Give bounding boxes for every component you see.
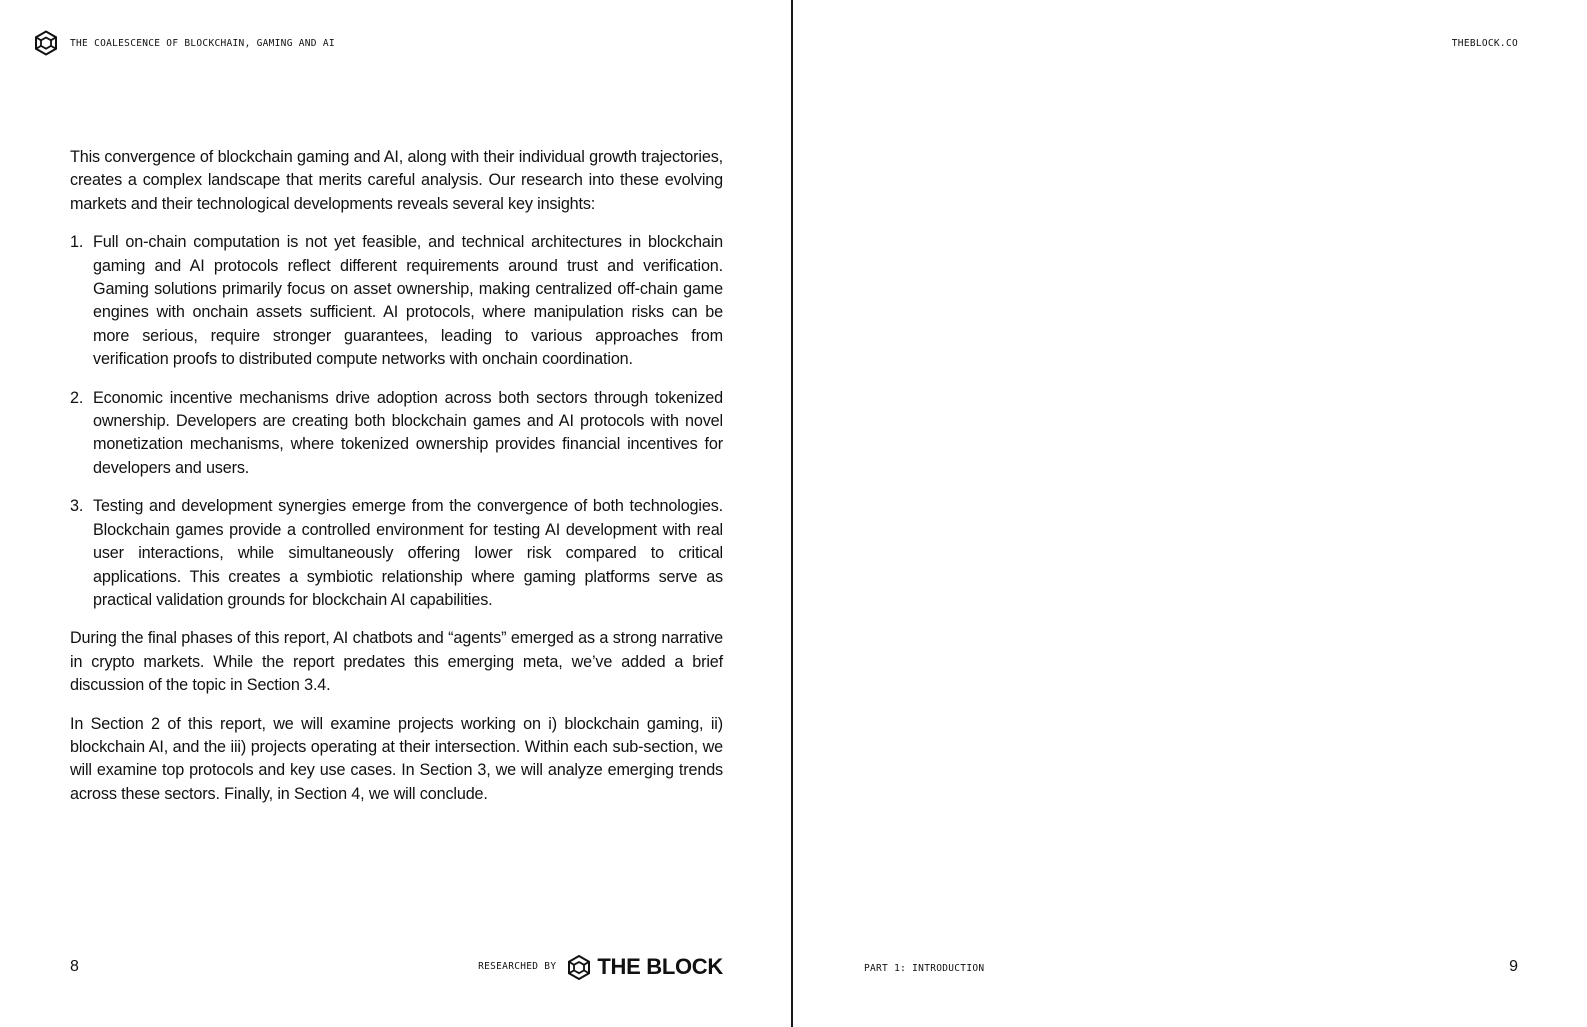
- list-item-text: Full on-chain computation is not yet feasible, and technical architectures in blockchain gaming and AI protocols reflect different requirements around trust and verification. Gaming solutions primarily focus on asset ownership, making centralized off-chain game engines with onchain assets sufficient. AI protocols, where manipulation risks can be more serious, require stronger guarantees, leading to various approaches from verification proofs to distributed compute networks with onchain coordination.: [93, 233, 723, 369]
- key-insights-list: [70, 231, 723, 612]
- list-item: [70, 231, 723, 371]
- brand-name: THE BLOCK: [597, 954, 723, 979]
- footer-brand: [478, 953, 723, 981]
- list-item: [70, 387, 723, 481]
- page-number: 8: [70, 958, 79, 975]
- list-item: [70, 495, 723, 612]
- list-item-text: Economic incentive mechanisms drive adoption across both sectors through tokenized ownership. Developers are creating both blockchain games and AI protocols with novel monetization mechanisms, where tokenized ownership provides financial incentives for developers and users.: [93, 388, 723, 477]
- page-divider: [791, 0, 793, 1027]
- list-item-number: 3.: [70, 497, 84, 516]
- page-number: 9: [1509, 958, 1518, 975]
- right-page: [794, 0, 1587, 1027]
- list-item-number: 1.: [70, 233, 84, 252]
- researched-by-label: RESEARCHED BY: [478, 961, 557, 972]
- the-block-logo-icon: [567, 954, 591, 981]
- running-header-title: THE COALESCENCE OF BLOCKCHAIN, GAMING AND AI: [70, 38, 335, 49]
- running-header-site: THEBLOCK.CO: [1451, 38, 1518, 49]
- left-page: [0, 0, 792, 1027]
- body-text: [70, 146, 723, 821]
- sections-paragraph: In Section 2 of this report, we will examine projects working on i) blockchain gaming, ii) blockchain AI, and the iii) projects operating at their intersection. Within each sub-section, we will examine top protocols and key use cases. In Section 3, we will analyze emerging trends across these sectors. Finally, in Section 4, we will conclude.: [70, 714, 723, 803]
- agents-paragraph: During the final phases of this report, AI chatbots and “agents” emerged as a strong narrative in crypto markets. While the report predates this emerging meta, we’ve added a brief discussion of the topic in Section 3.4.: [70, 629, 723, 695]
- section-label: PART 1: INTRODUCTION: [864, 963, 985, 974]
- list-item-number: 2.: [70, 388, 84, 407]
- the-block-logo-icon: [34, 30, 58, 56]
- intro-paragraph: This convergence of blockchain gaming and AI, along with their individual growth trajectories, creates a complex landscape that merits careful analysis. Our research into these evolving markets and their technological developments reveals several key insights:: [70, 148, 723, 213]
- list-item-text: Testing and development synergies emerge from the convergence of both technologies. Blockchain games provide a controlled environment for testing AI development with real user interactions, while simultaneously offering lower risk compared to critical applications. This creates a symbiotic relationship where gaming platforms serve as practical validation grounds for blockchain AI capabilities.: [93, 497, 723, 609]
